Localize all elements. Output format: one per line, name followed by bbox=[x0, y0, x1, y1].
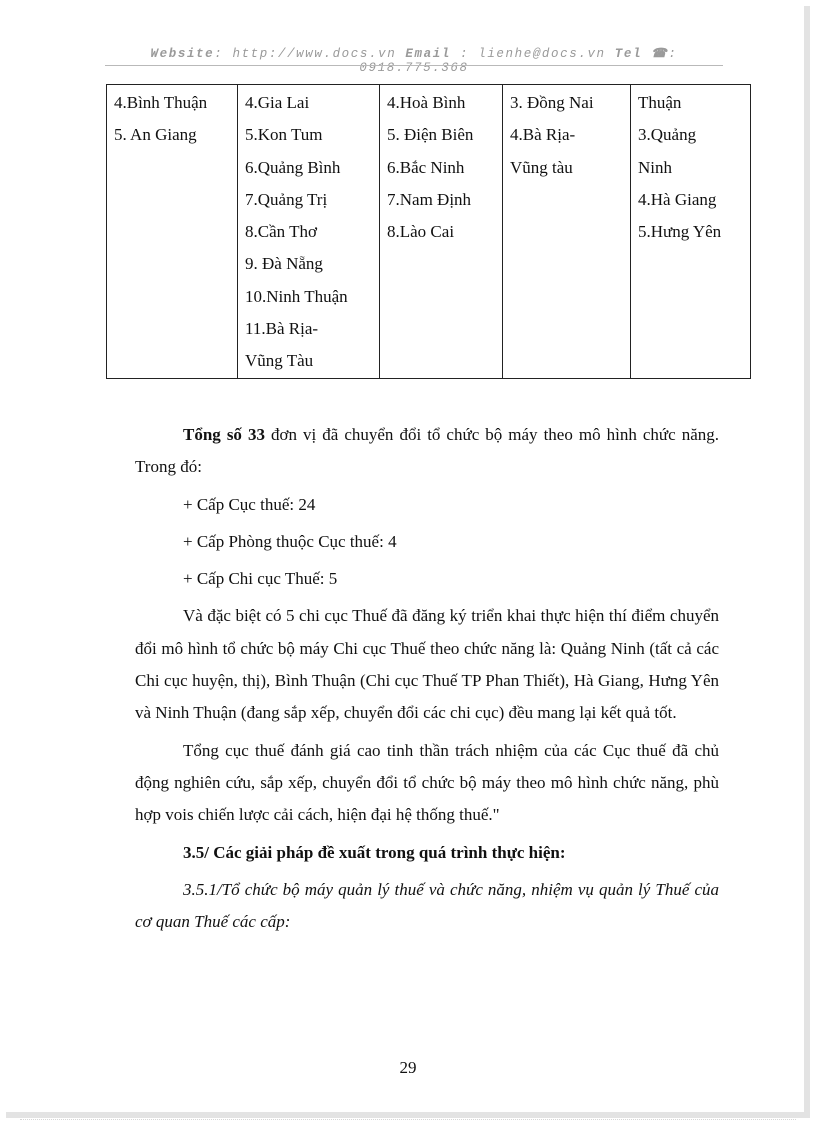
province-table bbox=[106, 84, 751, 379]
table-cell-line: Vũng tàu bbox=[510, 157, 573, 177]
page-bottom-border bbox=[20, 1119, 796, 1120]
table-cell-line: 3.Quảng bbox=[638, 125, 697, 145]
page-number: 29 bbox=[399, 1058, 417, 1077]
table-cell-line: Thuận bbox=[638, 93, 682, 112]
table-cell-line: 11.Bà Rịa- bbox=[245, 319, 319, 339]
table-cell-line: 5. Điện Biên bbox=[387, 125, 474, 145]
intro-bold-text: Tổng số 33 bbox=[183, 425, 265, 444]
table-cell-line: 6.Quảng Bình bbox=[245, 157, 341, 177]
table-row bbox=[107, 85, 751, 379]
intro-paragraph bbox=[135, 419, 719, 484]
header-tel-value: : 0918.775.368 bbox=[359, 47, 678, 75]
table-cell-line: 5.Kon Tum bbox=[245, 125, 323, 145]
table-cell bbox=[107, 85, 238, 379]
list-item: + Cấp Cục thuế: 24 bbox=[183, 494, 316, 514]
phone-icon: ☎ bbox=[651, 47, 669, 61]
table-cell-line: 4.Hoà Bình bbox=[387, 93, 466, 112]
document-body bbox=[135, 419, 719, 938]
table-cell bbox=[631, 85, 751, 379]
table-cell-line: 4.Hà Giang bbox=[638, 189, 717, 209]
list-item: + Cấp Chi cục Thuế: 5 bbox=[183, 569, 338, 589]
header-website-value: : http://www.docs.vn bbox=[214, 47, 406, 61]
header-email-value: : lienhe@docs.vn bbox=[450, 47, 615, 61]
header-website-label: Website bbox=[150, 47, 215, 61]
evaluation-paragraph: Tổng cục thuế đánh giá cao tinh thần trách nhiệm của các Cục thuế đã chủ động nghiên cứu, sắp xếp, chuyển đổi tổ chức bộ máy theo mô hình chức năng, phù hợp vois chiến lược cải cách, hiện đại hệ thống thuế." bbox=[135, 740, 719, 825]
table-cell-line: 9. Đà Nẵng bbox=[245, 254, 323, 274]
table-cell bbox=[238, 85, 380, 379]
pilot-paragraph: Và đặc biệt có 5 chi cục Thuế đã đăng ký triển khai thực hiện thí điểm chuyển đổi mô hình tổ chức bộ máy Chi cục Thuế theo chức năng là: Quảng Ninh (tất cả các Chi cục huyện, thị), Bình Thuận (Chi cục Thuế TP Phan Thiết), Hà Giang, Hưng Yên và Ninh Thuận (đang sắp xếp, chuyển đổi các chi cục) đều mang lại kết quả tốt. bbox=[135, 606, 719, 723]
table-cell bbox=[503, 85, 631, 379]
table-cell-line: Vũng Tàu bbox=[245, 351, 314, 371]
table-cell-line: 4.Bà Rịa- bbox=[510, 125, 576, 145]
subsection-heading: 3.5.1/Tổ chức bộ máy quản lý thuế và chức năng, nhiệm vụ quản lý Thuế của cơ quan Thuế các cấp: bbox=[135, 879, 719, 932]
table-cell-line: 7.Nam Định bbox=[387, 189, 472, 209]
page-header bbox=[105, 45, 723, 75]
header-email-label: Email bbox=[405, 47, 451, 61]
table-cell-line: 3. Đồng Nai bbox=[510, 93, 594, 112]
table-cell-line: 6.Bắc Ninh bbox=[387, 157, 465, 177]
table-cell-line: 5.Hưng Yên bbox=[638, 222, 722, 242]
table-cell-line: 7.Quảng Trị bbox=[245, 189, 328, 209]
header-rule bbox=[105, 65, 723, 66]
section-heading: 3.5/ Các giải pháp đề xuất trong quá trình thực hiện: bbox=[183, 842, 566, 862]
table-cell-line: 8.Cần Thơ bbox=[245, 222, 317, 242]
table-cell-line: 10.Ninh Thuận bbox=[245, 286, 348, 306]
list-item: + Cấp Phòng thuộc Cục thuế: 4 bbox=[183, 531, 397, 551]
table-cell-line: 5. An Giang bbox=[114, 125, 197, 145]
header-tel-label: Tel bbox=[614, 47, 643, 61]
table-cell-line: Ninh bbox=[638, 157, 672, 177]
intro-text: đơn vị đã chuyển đổi tổ chức bộ máy theo mô hình chức năng. Trong đó: bbox=[135, 425, 719, 477]
table-cell-line: 8.Lào Cai bbox=[387, 222, 455, 242]
table-cell-line: 4.Gia Lai bbox=[245, 93, 310, 112]
table-cell bbox=[380, 85, 503, 379]
table-cell-line: 4.Bình Thuận bbox=[114, 93, 208, 112]
